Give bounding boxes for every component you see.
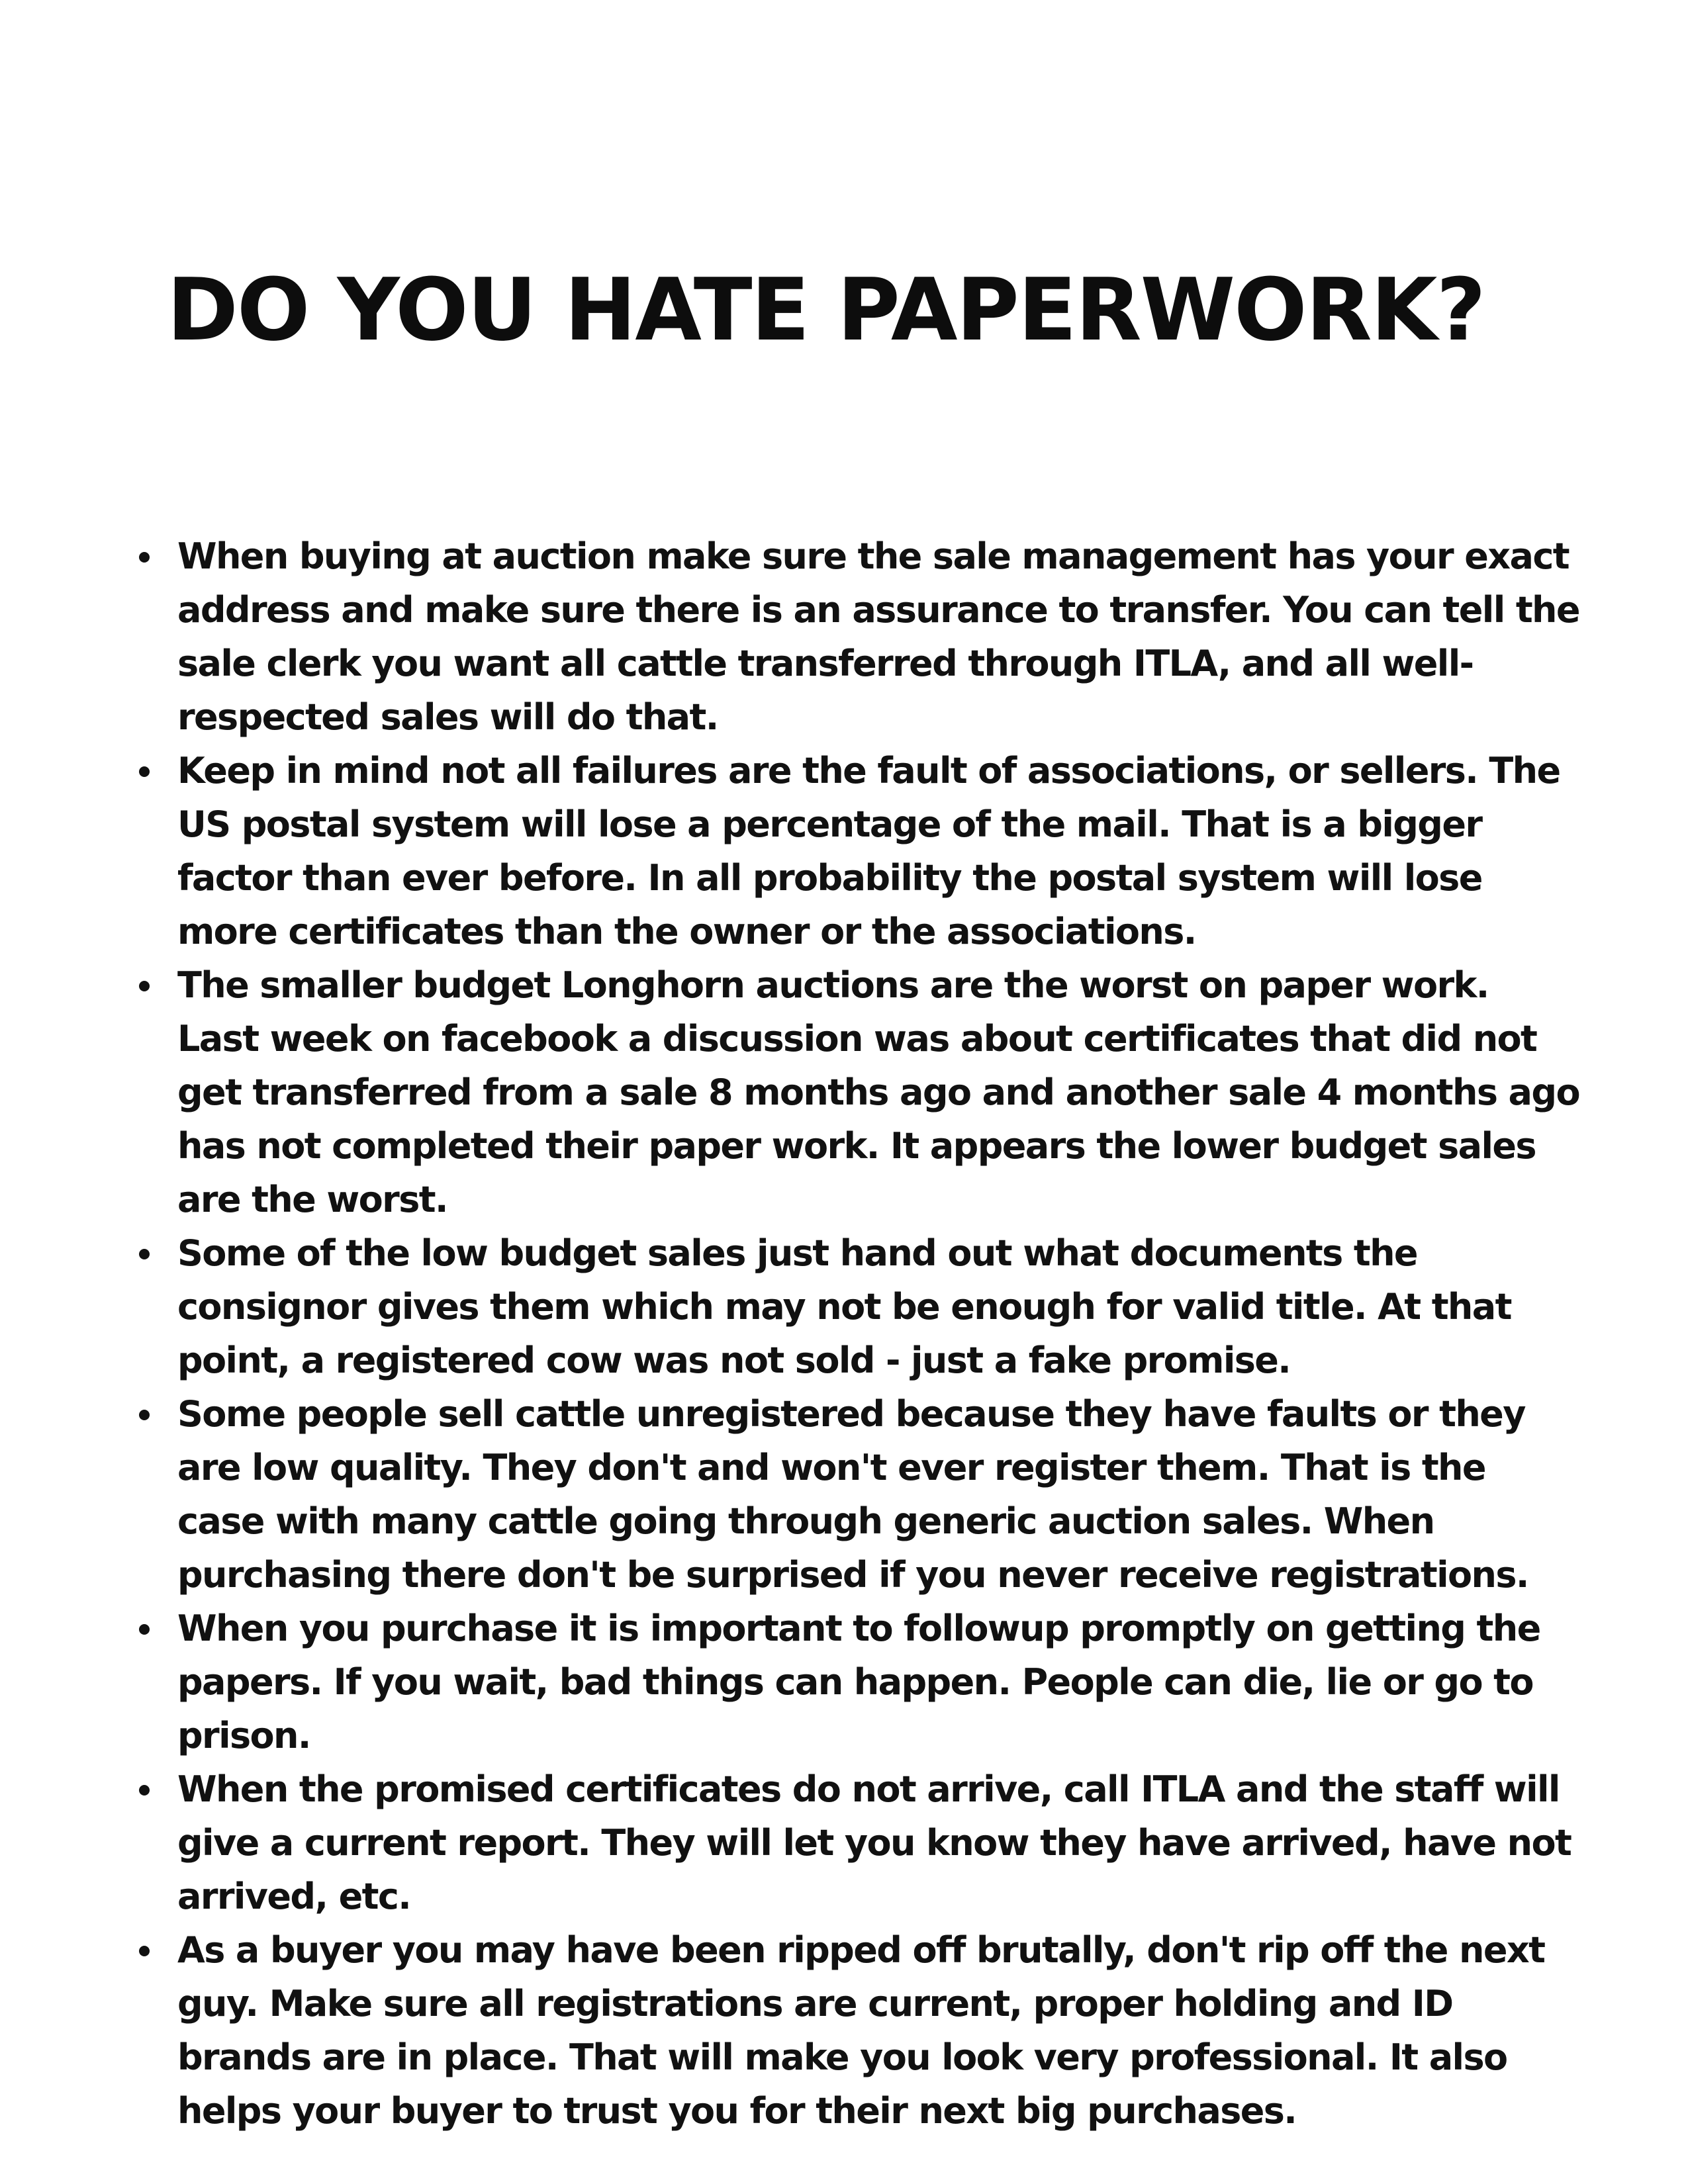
list-item-text: Some people sell cattle unregistered because they have faults or they are low quality. They don't and won't ever register them. That is the case with many cattle going through generic auction sales. When purchasing there don't be surprised if you never receive registrations.: [177, 1393, 1528, 1596]
list-item: [177, 1602, 1581, 1762]
bullet-icon: [139, 1410, 150, 1420]
list-item-text: Keep in mind not all failures are the fault of associations, or sellers. The US postal system will lose a percentage of the mail. That is a bigger factor than ever before. In all probability the postal system will lose more certificates than the owner or the associations.: [177, 750, 1560, 952]
list-item-text: Some of the low budget sales just hand out what documents the consignor gives them which may not be enough for valid title. At that point, a registered cow was not sold - just a fake promise.: [177, 1232, 1511, 1381]
list-item: [177, 1762, 1581, 1923]
bullet-icon: [139, 1249, 150, 1259]
list-item: [177, 958, 1581, 1226]
list-item-text: When you purchase it is important to followup promptly on getting the papers. If you wait, bad things can happen. People can die, lie or go to prison.: [177, 1608, 1540, 1756]
list-item: [177, 1387, 1581, 1602]
list-item: [177, 744, 1581, 958]
bullet-list: [177, 529, 1581, 2138]
bullet-icon: [139, 766, 150, 777]
bullet-icon: [139, 1624, 150, 1635]
list-item-text: When buying at auction make sure the sale management has your exact address and make sure there is an assurance to transfer. You can tell the sale clerk you want all cattle transferred through ITLA, and all well-respected sales will do that.: [177, 535, 1579, 738]
bullet-icon: [139, 1946, 150, 1956]
list-item: [177, 529, 1581, 744]
bullet-icon: [139, 1785, 150, 1796]
list-item: [177, 1923, 1581, 2138]
list-item-text: As a buyer you may have been ripped off brutally, don't rip off the next guy. Make sure all registrations are current, proper holding and ID brands are in place. That will make you look very professional. It also helps your buyer to trust you for their next big purchases.: [177, 1929, 1545, 2132]
page-title: DO YOU HATE PAPERWORK?: [167, 259, 1485, 360]
bullet-icon: [139, 981, 150, 991]
list-item: [177, 1226, 1581, 1387]
list-item-text: When the promised certificates do not arrive, call ITLA and the staff will give a current report. They will let you know they have arrived, have not arrived, etc.: [177, 1768, 1571, 1917]
list-item-text: The smaller budget Longhorn auctions are the worst on paper work. Last week on facebook a discussion was about certificates that did not get transferred from a sale 8 months ago and another sale 4 months ago has not completed their paper work. It appears the lower budget sales are the worst.: [177, 964, 1579, 1220]
bullet-icon: [139, 552, 150, 563]
